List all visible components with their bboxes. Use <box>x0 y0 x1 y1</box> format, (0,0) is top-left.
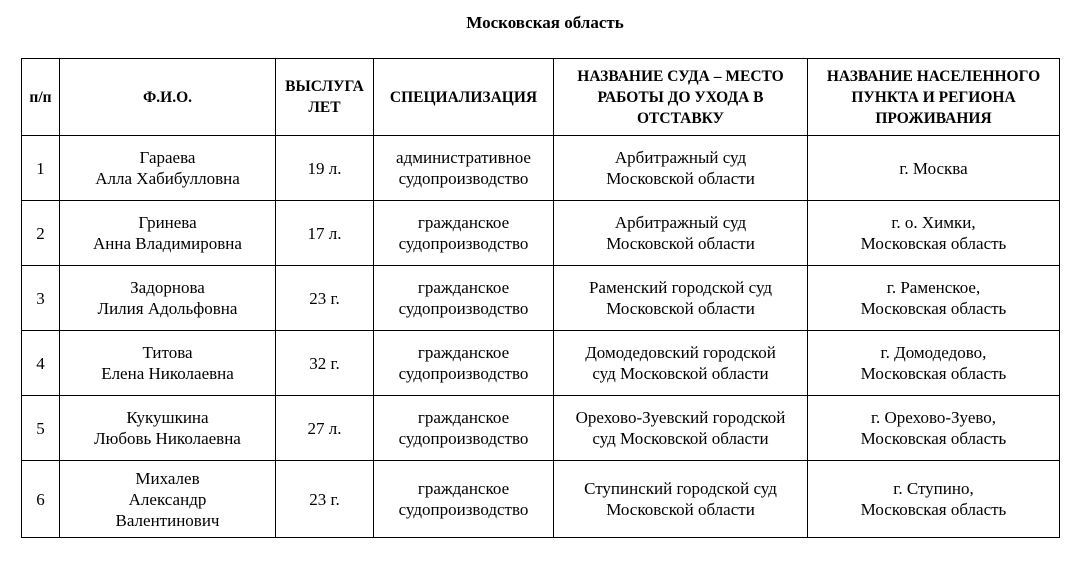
cell-num: 1 <box>22 136 60 201</box>
cell-court: Ступинский городской суд Московской области <box>554 461 808 538</box>
cell-specialization: административное судопроизводство <box>374 136 554 201</box>
cell-num: 3 <box>22 266 60 331</box>
table-row <box>22 461 1060 538</box>
table-row <box>22 266 1060 331</box>
cell-fio: Задорнова Лилия Адольфовна <box>60 266 276 331</box>
page-title: Московская область <box>466 13 624 32</box>
cell-residence: г. Москва <box>808 136 1060 201</box>
cell-fio: Титова Елена Николаевна <box>60 331 276 396</box>
cell-specialization: гражданское судопроизводство <box>374 201 554 266</box>
table-row <box>22 201 1060 266</box>
cell-experience: 17 л. <box>276 201 374 266</box>
cell-court: Домодедовский городской суд Московской области <box>554 331 808 396</box>
cell-court: Арбитражный суд Московской области <box>554 136 808 201</box>
cell-court: Раменский городской суд Московской области <box>554 266 808 331</box>
cell-specialization: гражданское судопроизводство <box>374 396 554 461</box>
header-experience: ВЫСЛУГА ЛЕТ <box>276 59 374 136</box>
cell-court: Арбитражный суд Московской области <box>554 201 808 266</box>
header-specialization: СПЕЦИАЛИЗАЦИЯ <box>374 59 554 136</box>
header-residence: НАЗВАНИЕ НАСЕЛЕННОГО ПУНКТА И РЕГИОНА ПРОЖИВАНИЯ <box>808 59 1060 136</box>
cell-experience: 23 г. <box>276 266 374 331</box>
cell-num: 4 <box>22 331 60 396</box>
judges-table <box>21 58 1060 538</box>
cell-specialization: гражданское судопроизводство <box>374 461 554 538</box>
table-row <box>22 331 1060 396</box>
cell-residence: г. Ступино, Московская область <box>808 461 1060 538</box>
cell-experience: 23 г. <box>276 461 374 538</box>
header-num: п/п <box>22 59 60 136</box>
cell-experience: 19 л. <box>276 136 374 201</box>
cell-fio: Кукушкина Любовь Николаевна <box>60 396 276 461</box>
cell-residence: г. Раменское, Московская область <box>808 266 1060 331</box>
table-header-row <box>22 59 1060 136</box>
cell-residence: г. Орехово-Зуево, Московская область <box>808 396 1060 461</box>
cell-residence: г. Домодедово, Московская область <box>808 331 1060 396</box>
cell-court: Орехово-Зуевский городской суд Московской области <box>554 396 808 461</box>
table-row <box>22 396 1060 461</box>
cell-residence: г. о. Химки, Московская область <box>808 201 1060 266</box>
header-court: НАЗВАНИЕ СУДА – МЕСТО РАБОТЫ ДО УХОДА В ОТСТАВКУ <box>554 59 808 136</box>
cell-num: 5 <box>22 396 60 461</box>
cell-experience: 27 л. <box>276 396 374 461</box>
cell-fio: Гринева Анна Владимировна <box>60 201 276 266</box>
cell-specialization: гражданское судопроизводство <box>374 266 554 331</box>
cell-experience: 32 г. <box>276 331 374 396</box>
cell-num: 2 <box>22 201 60 266</box>
cell-fio: Михалев Александр Валентинович <box>60 461 276 538</box>
header-fio: Ф.И.О. <box>60 59 276 136</box>
cell-num: 6 <box>22 461 60 538</box>
cell-specialization: гражданское судопроизводство <box>374 331 554 396</box>
cell-fio: Гараева Алла Хабибулловна <box>60 136 276 201</box>
table-row <box>22 136 1060 201</box>
